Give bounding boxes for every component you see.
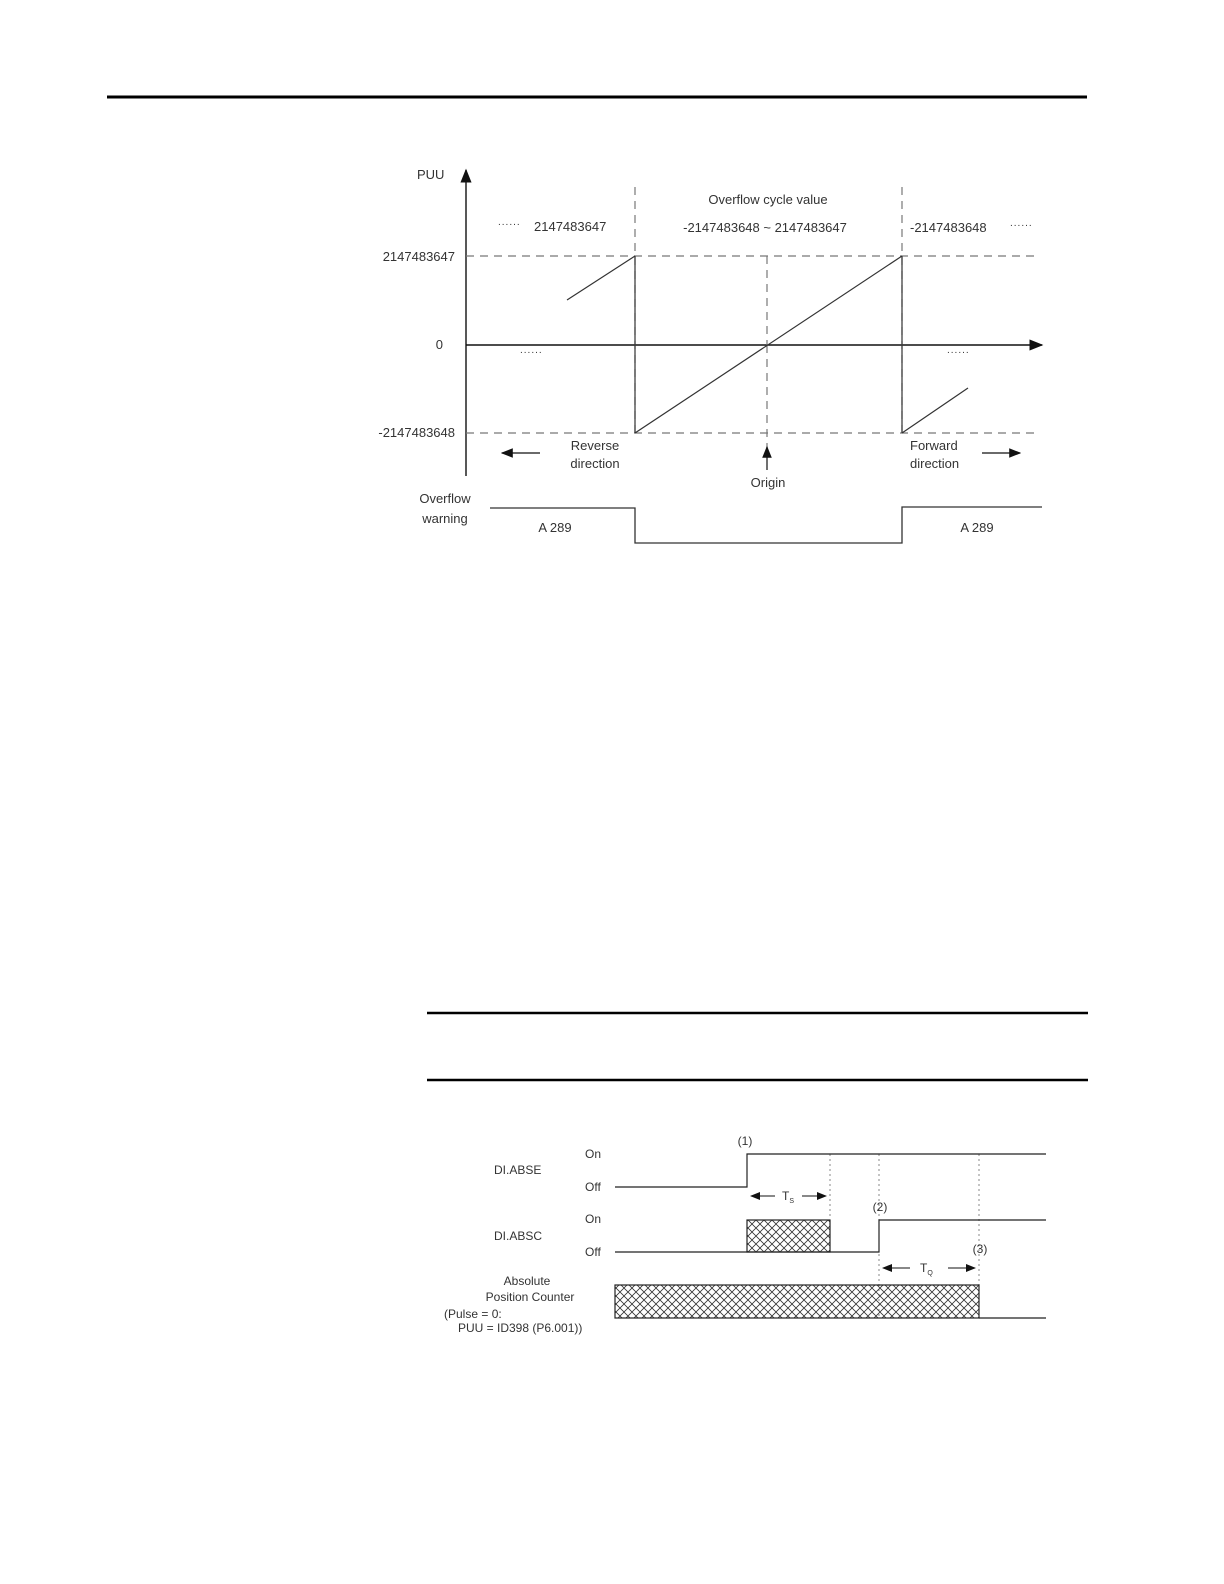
overflow-warning-signal: [490, 507, 1042, 543]
marker-1: (1): [737, 1134, 753, 1148]
timing-diagram: [444, 1134, 1046, 1335]
abse-on-label: On: [585, 1147, 602, 1161]
abse-label: DI.ABSE: [494, 1163, 542, 1177]
counter-label-line4: PUU = ID398 (P6.001)): [458, 1321, 583, 1335]
x-axis-ellipsis-left: ......: [520, 345, 543, 356]
absc-pulse-hatched: [747, 1220, 830, 1252]
center-header-line2: -2147483648 ~ 2147483647: [683, 220, 847, 235]
overflow-warning-line2: warning: [422, 511, 468, 526]
marker-2: (2): [872, 1200, 888, 1214]
x-axis-ellipsis-right: ......: [947, 345, 970, 356]
tq-label: $T_Q$: [920, 1261, 933, 1277]
y-tick-zero: 0: [435, 337, 443, 352]
reverse-direction-line2: direction: [570, 456, 620, 471]
origin-label: Origin: [750, 475, 786, 490]
forward-direction-line2: direction: [910, 456, 960, 471]
forward-direction-line1: Forward: [910, 438, 958, 453]
ts-label: $T_S$: [782, 1189, 795, 1205]
reverse-direction-line1: Reverse: [570, 438, 620, 453]
position-counter-hatched: [615, 1285, 979, 1318]
counter-label-line1: Absolute: [503, 1274, 551, 1288]
absc-on-label: On: [585, 1212, 602, 1226]
counter-label-line2: Position Counter: [485, 1290, 575, 1304]
marker-3: (3): [972, 1242, 988, 1256]
absc-label: DI.ABSC: [494, 1229, 543, 1243]
y-axis-label: PUU: [417, 167, 445, 182]
overflow-diagram: [378, 167, 1042, 543]
center-header-line1: Overflow cycle value: [708, 192, 828, 207]
warning-code-left: A 289: [538, 520, 572, 535]
right-header-value: -2147483648: [910, 220, 987, 235]
left-header-ellipsis: ......: [498, 217, 521, 228]
overflow-warning-line1: Overflow: [419, 491, 471, 506]
absc-off-label: Off: [585, 1245, 601, 1259]
right-header-ellipsis: ......: [1010, 218, 1033, 229]
left-header-value: 2147483647: [534, 219, 607, 234]
abse-off-label: Off: [585, 1180, 601, 1194]
counter-label-line3: (Pulse = 0:: [444, 1307, 502, 1321]
y-tick-min: -2147483648: [378, 425, 455, 440]
y-tick-max: 2147483647: [382, 249, 455, 264]
warning-code-right: A 289: [960, 520, 994, 535]
